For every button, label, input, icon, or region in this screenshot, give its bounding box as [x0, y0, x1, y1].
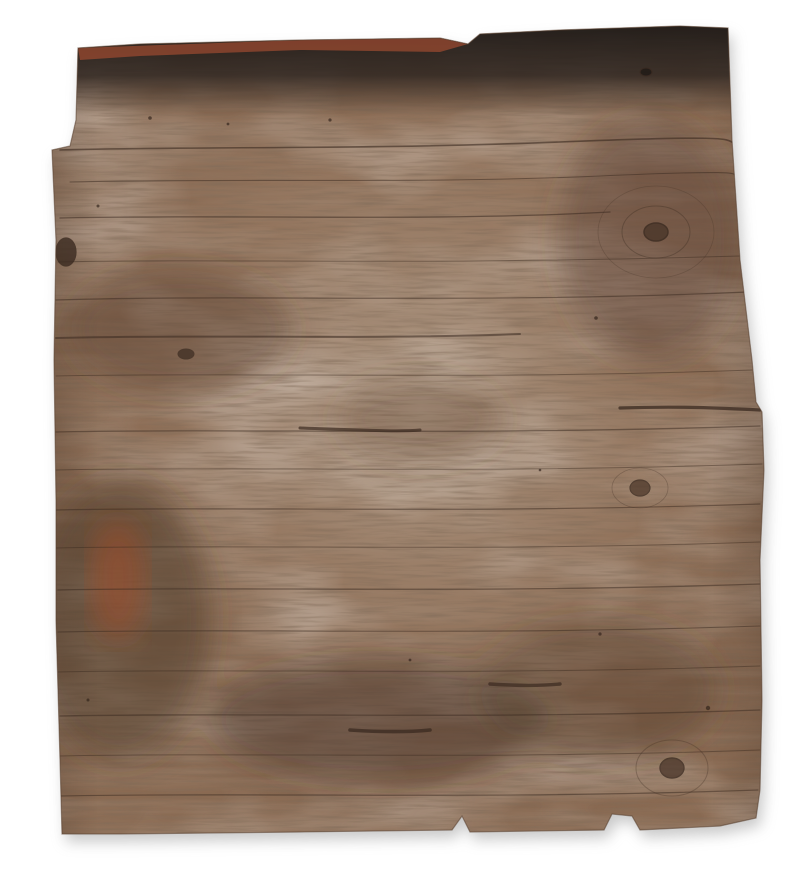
knot-left-edge	[56, 238, 76, 266]
knot-upper-right	[644, 223, 668, 241]
knot-lower-right	[660, 758, 684, 778]
knot-mid-right	[630, 480, 650, 496]
